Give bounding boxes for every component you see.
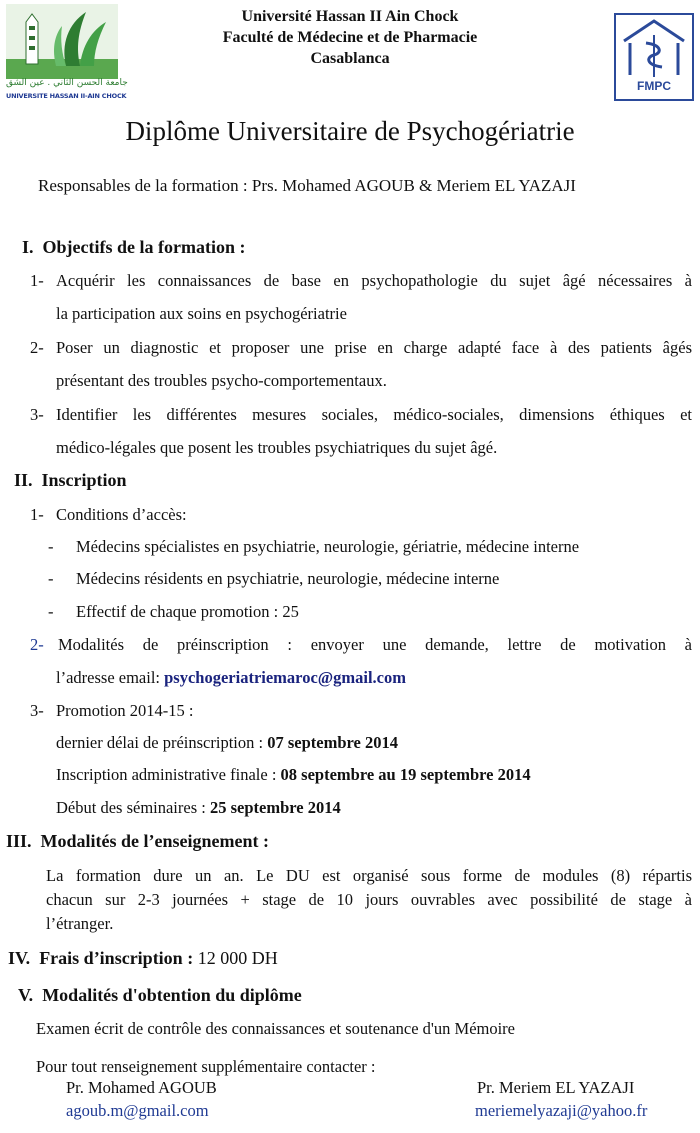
contact-left-name: Pr. Mohamed AGOUB: [66, 1078, 217, 1097]
teaching-line1: La formation dure un an. Le DU est organisé sous forme de modules (8) répartis: [46, 866, 692, 885]
admin-inscription-label: Inscription administrative finale :: [56, 765, 277, 784]
objective-2-line1: Poser un diagnostic et proposer une prise en charge adapté face à des patients âgés: [56, 338, 692, 357]
objective-3-number: 3-: [30, 405, 44, 424]
faculty-name: Faculté de Médecine et de Pharmacie: [222, 29, 478, 46]
responsables-line: Responsables de la formation : Prs. Mohamed AGOUB & Meriem EL YAZAJI: [38, 176, 576, 195]
section-3-title: Modalités de l’enseignement :: [40, 831, 269, 851]
preinscription-email-prefix: l’adresse email:: [56, 668, 160, 687]
condition-bullet-2: Médecins résidents en psychiatrie, neurologie, médecine interne: [76, 569, 500, 588]
section-3-heading: [6, 831, 269, 852]
preinscription-line1: Modalités de préinscription : envoyer une demande, lettre de motivation à: [58, 635, 692, 654]
inscription-2-number: 2-: [30, 635, 44, 654]
section-2-heading: [14, 470, 127, 491]
section-4-number: IV.: [8, 948, 31, 968]
admin-inscription-value: 08 septembre au 19 septembre 2014: [280, 765, 531, 784]
conditions-label: Conditions d’accès:: [56, 505, 187, 524]
seminar-start-label: Début des séminaires :: [56, 798, 206, 817]
section-5-heading: [18, 985, 302, 1006]
deadline-label: dernier délai de préinscription :: [56, 733, 264, 752]
university-name: Université Hassan II Ain Chock: [241, 8, 459, 25]
teaching-line2: chacun sur 2-3 journées + stage de 10 jours ouvrables avec possibilité de stage à: [46, 890, 692, 909]
section-2-number: II.: [14, 470, 33, 490]
objective-1-number: 1-: [30, 271, 44, 290]
city-name: Casablanca: [310, 50, 390, 67]
contact-right-email-link[interactable]: meriemelyazaji@yahoo.fr: [475, 1101, 648, 1120]
condition-bullet-3: Effectif de chaque promotion : 25: [76, 602, 299, 621]
fmpc-logo: [614, 13, 694, 101]
contact-right-name: Pr. Meriem EL YAZAJI: [477, 1078, 635, 1097]
promotion-row-1: [56, 733, 398, 753]
section-5-title: Modalités d'obtention du diplôme: [42, 985, 302, 1005]
objective-2-number: 2-: [30, 338, 44, 357]
diploma-requirements: Examen écrit de contrôle des connaissances et soutenance d'un Mémoire: [36, 1019, 515, 1038]
inscription-1-number: 1-: [30, 505, 44, 524]
promotion-label: Promotion 2014-15 :: [56, 701, 194, 720]
objective-2-line2: présentant des troubles psycho-comportementaux.: [56, 371, 387, 390]
objective-1-line2: la participation aux soins en psychogériatrie: [56, 304, 347, 323]
section-1-title: Objectifs de la formation :: [42, 237, 246, 257]
section-5-number: V.: [18, 985, 34, 1005]
section-3-number: III.: [6, 831, 32, 851]
document-title: Diplôme Universitaire de Psychogériatrie: [125, 116, 575, 146]
bullet-dash: -: [48, 537, 54, 556]
deadline-value: 07 septembre 2014: [267, 733, 398, 752]
preinscription-email-link[interactable]: psychogeriatriemaroc@gmail.com: [164, 668, 406, 687]
preinscription-line2: [56, 668, 406, 688]
section-1-heading: [22, 237, 245, 258]
section-1-number: I.: [22, 237, 34, 257]
logo-latin-caption: UNIVERSITE HASSAN II-AIN CHOCK: [6, 92, 127, 100]
objective-1-line1: Acquérir les connaissances de base en psychopathologie du sujet âgé nécessaires à: [56, 271, 692, 290]
logo-arabic-caption: جامعة الحسن الثاني . عين الشق: [6, 78, 128, 88]
teaching-line3: l’étranger.: [46, 914, 114, 933]
fmpc-caption: FMPC: [637, 79, 671, 93]
section-4-heading: [8, 948, 278, 969]
contact-intro: Pour tout renseignement supplémentaire contacter :: [36, 1057, 376, 1076]
bullet-dash: -: [48, 602, 54, 621]
promotion-row-2: [56, 765, 531, 785]
inscription-3-number: 3-: [30, 701, 44, 720]
section-4-title: Frais d’inscription :: [39, 948, 194, 968]
condition-bullet-1: Médecins spécialistes en psychiatrie, neurologie, gériatrie, médecine interne: [76, 537, 580, 556]
section-2-title: Inscription: [41, 470, 127, 490]
objective-3-line2: médico-légales que posent les troubles psychiatriques du sujet âgé.: [56, 438, 498, 457]
objective-3-line1: Identifier les différentes mesures sociales, médico-sociales, dimensions éthiques et: [56, 405, 692, 424]
bullet-dash: -: [48, 569, 54, 588]
promotion-row-3: [56, 798, 341, 818]
contact-left-email-link[interactable]: agoub.m@gmail.com: [66, 1101, 209, 1120]
seminar-start-value: 25 septembre 2014: [209, 798, 341, 817]
fees-value: 12 000 DH: [197, 948, 278, 968]
